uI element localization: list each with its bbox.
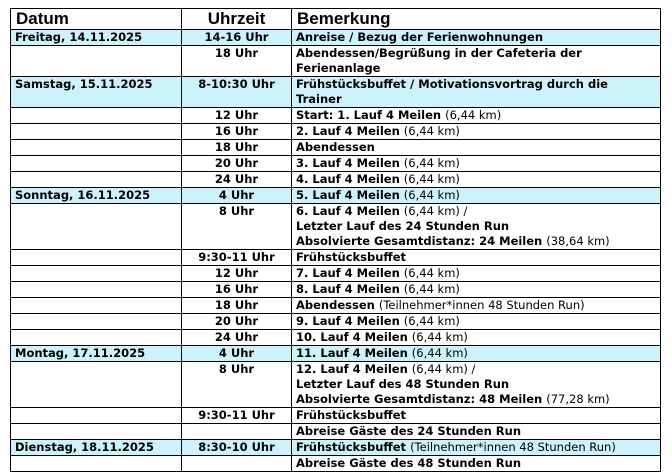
note-line: Frühstücksbuffet / Motivationsvortrag durch die [296, 77, 608, 91]
note-extra: (6,44 km) / [403, 204, 468, 218]
note-extra: (6,44 km) [403, 124, 460, 138]
cell-note [292, 204, 661, 250]
cell-time: 20 Uhr [182, 156, 292, 172]
note-extra: (6,44 km) / [411, 362, 476, 376]
note-line: Frühstücksbuffet [296, 250, 407, 264]
note-line: 7. Lauf 4 Meilen [296, 266, 400, 280]
note-extra: (6,44 km) [445, 108, 502, 122]
header-bemerkung: Bemerkung [292, 9, 661, 30]
cell-time: 4 Uhr [182, 346, 292, 362]
note-line: Frühstücksbuffet [296, 440, 407, 454]
table-row [11, 346, 661, 362]
cell-note [292, 140, 661, 156]
note-line: Absolvierte Gesamtdistanz: 24 Meilen [296, 234, 543, 248]
note-extra: (6,44 km) [411, 330, 468, 344]
cell-note [292, 346, 661, 362]
cell-note [292, 424, 661, 440]
cell-date [11, 266, 182, 282]
note-line: Letzter Lauf des 24 Stunden Run [296, 219, 510, 233]
table-row [11, 172, 661, 188]
cell-date [11, 250, 182, 266]
note-extra: (6,44 km) [403, 282, 460, 296]
header-row [11, 9, 661, 30]
cell-date [11, 282, 182, 298]
cell-note [292, 77, 661, 108]
cell-time: 8 Uhr [182, 204, 292, 250]
cell-date [11, 330, 182, 346]
note-line: Ferienanlage [296, 61, 381, 75]
table-row [11, 77, 661, 108]
note-line: 11. Lauf 4 Meilen [296, 346, 408, 360]
cell-time: 24 Uhr [182, 172, 292, 188]
note-line: 2. Lauf 4 Meilen [296, 124, 400, 138]
note-line: 3. Lauf 4 Meilen [296, 156, 400, 170]
note-extra: (38,64 km) [546, 234, 610, 248]
cell-date [11, 140, 182, 156]
cell-note [292, 330, 661, 346]
cell-date: Montag, 17.11.2025 [11, 346, 182, 362]
cell-date [11, 108, 182, 124]
cell-date [11, 204, 182, 250]
cell-date [11, 314, 182, 330]
table-row [11, 30, 661, 46]
note-line: 12. Lauf 4 Meilen [296, 362, 408, 376]
cell-time: 8 Uhr [182, 362, 292, 408]
cell-date [11, 124, 182, 140]
cell-time [182, 456, 292, 472]
schedule-table [10, 8, 661, 472]
cell-date: Sonntag, 16.11.2025 [11, 188, 182, 204]
cell-time: 14-16 Uhr [182, 30, 292, 46]
cell-date [11, 424, 182, 440]
note-extra: (6,44 km) [403, 188, 460, 202]
cell-date: Dienstag, 18.11.2025 [11, 440, 182, 456]
note-line: Abreise Gäste des 24 Stunden Run [296, 424, 522, 438]
table-row [11, 266, 661, 282]
cell-time: 12 Uhr [182, 266, 292, 282]
table-row [11, 124, 661, 140]
table-row [11, 250, 661, 266]
note-extra: (6,44 km) [403, 156, 460, 170]
cell-time: 18 Uhr [182, 46, 292, 77]
cell-time: 9:30-11 Uhr [182, 408, 292, 424]
note-line: Trainer [296, 92, 342, 106]
cell-time [182, 424, 292, 440]
cell-date: Freitag, 14.11.2025 [11, 30, 182, 46]
note-line: 10. Lauf 4 Meilen [296, 330, 408, 344]
cell-note [292, 314, 661, 330]
schedule-container [10, 8, 661, 472]
cell-date [11, 156, 182, 172]
note-line: Abreise Gäste des 48 Stunden Run [296, 456, 522, 470]
note-extra: (Teilnehmer*innen 48 Stunden Run) [378, 298, 585, 312]
table-row [11, 108, 661, 124]
note-extra: (6,44 km) [411, 346, 468, 360]
cell-note [292, 456, 661, 472]
cell-note [292, 282, 661, 298]
note-line: Absolvierte Gesamtdistanz: 48 Meilen [296, 392, 543, 406]
cell-time: 18 Uhr [182, 140, 292, 156]
note-line: Abendessen/Begrüßung in der Cafeteria der [296, 46, 582, 60]
cell-date [11, 172, 182, 188]
cell-date [11, 456, 182, 472]
note-line: Abendessen [296, 140, 375, 154]
note-extra: (Teilnehmer*innen 48 Stunden Run) [410, 440, 616, 454]
table-row [11, 204, 661, 250]
cell-date [11, 46, 182, 77]
table-row [11, 440, 661, 456]
note-line: 6. Lauf 4 Meilen [296, 204, 400, 218]
cell-note [292, 298, 661, 314]
table-row [11, 314, 661, 330]
cell-date [11, 298, 182, 314]
note-line: Anreise / Bezug der Ferienwohnungen [296, 30, 544, 44]
cell-time: 8:30-10 Uhr [182, 440, 292, 456]
cell-time: 16 Uhr [182, 282, 292, 298]
cell-note [292, 250, 661, 266]
cell-note [292, 108, 661, 124]
cell-time: 16 Uhr [182, 124, 292, 140]
note-line: 9. Lauf 4 Meilen [296, 314, 400, 328]
cell-time: 9:30-11 Uhr [182, 250, 292, 266]
cell-time: 20 Uhr [182, 314, 292, 330]
header-uhrzeit: Uhrzeit [182, 9, 292, 30]
table-row [11, 46, 661, 77]
table-row [11, 362, 661, 408]
cell-note [292, 408, 661, 424]
table-row [11, 188, 661, 204]
cell-time: 24 Uhr [182, 330, 292, 346]
table-row [11, 140, 661, 156]
note-line: Frühstücksbuffet [296, 408, 407, 422]
table-row [11, 456, 661, 472]
note-extra: (6,44 km) [403, 172, 460, 186]
cell-date: Samstag, 15.11.2025 [11, 77, 182, 108]
cell-note [292, 266, 661, 282]
cell-note [292, 46, 661, 77]
cell-note [292, 30, 661, 46]
table-row [11, 330, 661, 346]
cell-date [11, 408, 182, 424]
cell-time: 4 Uhr [182, 188, 292, 204]
table-row [11, 156, 661, 172]
note-extra: (77,28 km) [546, 392, 610, 406]
note-line: 4. Lauf 4 Meilen [296, 172, 400, 186]
cell-date [11, 362, 182, 408]
note-line: Letzter Lauf des 48 Stunden Run [296, 377, 510, 391]
cell-note [292, 362, 661, 408]
header-datum: Datum [11, 9, 182, 30]
cell-note [292, 124, 661, 140]
note-line: Start: 1. Lauf 4 Meilen [296, 108, 442, 122]
table-row [11, 424, 661, 440]
cell-note [292, 172, 661, 188]
note-line: 5. Lauf 4 Meilen [296, 188, 400, 202]
table-row [11, 298, 661, 314]
cell-time: 18 Uhr [182, 298, 292, 314]
cell-note [292, 188, 661, 204]
note-extra: (6,44 km) [403, 314, 460, 328]
note-line: Abendessen [296, 298, 375, 312]
note-extra: (6,44 km) [403, 266, 460, 280]
note-line: 8. Lauf 4 Meilen [296, 282, 400, 296]
cell-time: 8-10:30 Uhr [182, 77, 292, 108]
table-row [11, 408, 661, 424]
cell-note [292, 156, 661, 172]
table-row [11, 282, 661, 298]
cell-time: 12 Uhr [182, 108, 292, 124]
cell-note [292, 440, 661, 456]
